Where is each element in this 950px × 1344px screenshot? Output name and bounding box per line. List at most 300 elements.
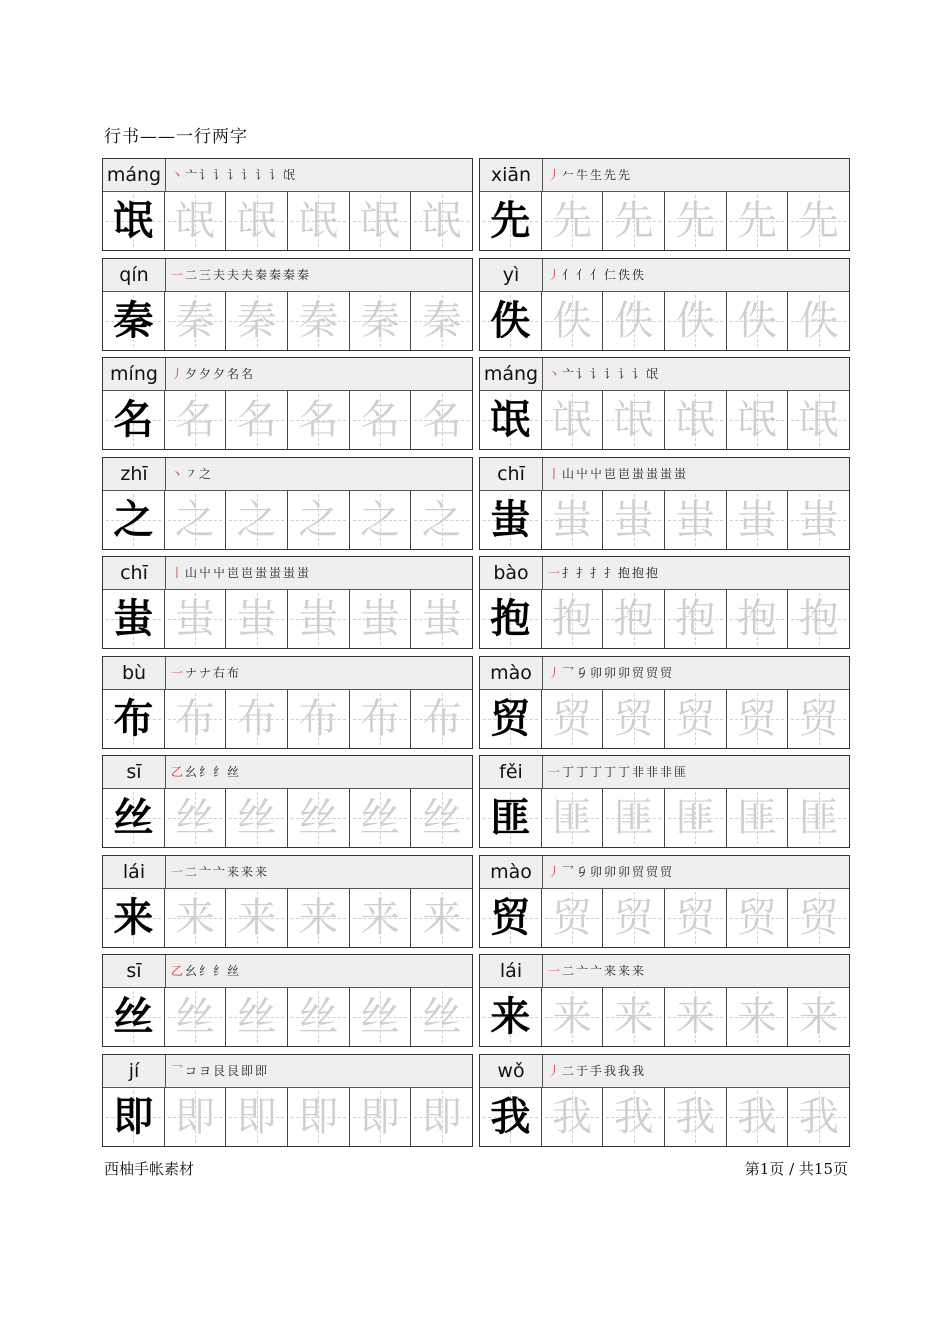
- stroke-step: 抱: [646, 566, 659, 580]
- trace-character-cell[interactable]: [727, 889, 789, 947]
- model-character-cell[interactable]: [103, 1088, 165, 1146]
- trace-character-cell[interactable]: [350, 292, 412, 350]
- stroke-step: 丁: [576, 765, 589, 779]
- trace-character: 丝: [175, 994, 215, 1040]
- trace-character-cell[interactable]: [727, 590, 789, 648]
- writing-cells: [103, 1088, 472, 1146]
- stroke-step: 蚩: [255, 566, 268, 580]
- model-character-cell[interactable]: [480, 192, 542, 250]
- trace-character-cell[interactable]: [542, 988, 604, 1046]
- trace-character-cell[interactable]: [542, 1088, 604, 1146]
- trace-character: 氓: [421, 198, 462, 244]
- trace-character-cell[interactable]: [788, 988, 849, 1046]
- trace-character-cell[interactable]: [665, 789, 727, 847]
- trace-character: 先: [552, 198, 592, 244]
- trace-character-cell[interactable]: [542, 889, 604, 947]
- character-entry: [102, 158, 473, 251]
- trace-character-cell[interactable]: [603, 391, 665, 449]
- stroke-step: 氓: [283, 168, 296, 182]
- trace-character: 即: [421, 1093, 462, 1140]
- trace-character-cell[interactable]: [411, 192, 472, 250]
- trace-character-cell[interactable]: [226, 292, 288, 350]
- trace-character-cell[interactable]: [411, 1088, 472, 1146]
- character-entry: [102, 755, 473, 848]
- pinyin-label: chī: [480, 458, 543, 490]
- practice-row: [102, 954, 850, 1048]
- trace-character-cell[interactable]: [165, 889, 227, 947]
- trace-character: 之: [421, 496, 462, 543]
- trace-character: 抱: [613, 596, 654, 642]
- stroke-step: 丝: [227, 765, 240, 779]
- model-character-cell[interactable]: [480, 690, 542, 748]
- stroke-step: 乙: [171, 765, 184, 779]
- character-entry: [479, 954, 850, 1047]
- trace-character: 先: [737, 198, 778, 244]
- model-character-cell[interactable]: [480, 889, 542, 947]
- stroke-step: 贸: [646, 864, 659, 879]
- character-entry: [479, 258, 850, 351]
- pinyin-label: yì: [480, 259, 543, 291]
- trace-character-cell[interactable]: [542, 789, 604, 847]
- trace-character-cell[interactable]: [788, 590, 849, 648]
- trace-character-cell[interactable]: [727, 789, 789, 847]
- stroke-order: [548, 458, 686, 490]
- trace-character-cell[interactable]: [350, 889, 412, 947]
- trace-character-cell[interactable]: [665, 292, 727, 350]
- stroke-step: 纟: [213, 765, 226, 779]
- trace-character: 丝: [298, 994, 339, 1040]
- pinyin-label: qín: [103, 259, 166, 291]
- model-character-cell[interactable]: [103, 590, 165, 648]
- stroke-step: 来: [227, 864, 240, 879]
- stroke-step: 氓: [646, 367, 659, 381]
- model-character-cell[interactable]: [103, 889, 165, 947]
- entry-header: [480, 955, 849, 988]
- trace-character: 先: [675, 198, 716, 244]
- trace-character-cell[interactable]: [411, 690, 472, 748]
- writing-cells: [480, 988, 849, 1046]
- model-character-cell[interactable]: [480, 789, 542, 847]
- pinyin-label: chī: [103, 557, 166, 589]
- model-character: 名: [113, 396, 154, 443]
- trace-character-cell[interactable]: [788, 391, 849, 449]
- model-character-cell[interactable]: [480, 292, 542, 350]
- stroke-step: 乛: [562, 665, 575, 680]
- trace-character-cell[interactable]: [665, 192, 727, 250]
- model-character-cell[interactable]: [103, 391, 165, 449]
- stroke-step: 夫: [241, 267, 254, 282]
- entry-header: [480, 358, 849, 391]
- stroke-step: 屮: [576, 466, 589, 481]
- trace-character: 先: [613, 198, 654, 244]
- trace-character-cell[interactable]: [665, 889, 727, 947]
- trace-character-cell[interactable]: [665, 690, 727, 748]
- model-character-cell[interactable]: [103, 988, 165, 1046]
- trace-character-cell[interactable]: [165, 192, 227, 250]
- trace-character: 抱: [552, 596, 592, 642]
- trace-character-cell[interactable]: [542, 391, 604, 449]
- stroke-step: 贸: [646, 665, 659, 680]
- trace-character: 布: [298, 695, 339, 742]
- stroke-step: 幺: [185, 964, 198, 978]
- trace-character-cell[interactable]: [411, 789, 472, 847]
- stroke-step: 一: [548, 765, 561, 779]
- model-character-cell[interactable]: [103, 192, 165, 250]
- writing-cells: [480, 690, 849, 748]
- trace-character-cell[interactable]: [411, 292, 472, 350]
- trace-character-cell[interactable]: [603, 590, 665, 648]
- trace-character: 即: [360, 1093, 401, 1140]
- trace-character-cell[interactable]: [350, 590, 412, 648]
- trace-character: 丝: [175, 795, 215, 841]
- trace-character-cell[interactable]: [727, 988, 789, 1046]
- stroke-step: 即: [255, 1063, 268, 1078]
- model-character: 丝: [113, 993, 154, 1040]
- trace-character: 先: [798, 198, 839, 244]
- trace-character-cell[interactable]: [727, 690, 789, 748]
- stroke-step: 先: [618, 168, 631, 182]
- practice-row: [102, 656, 850, 750]
- stroke-step: 纟: [199, 964, 212, 978]
- trace-character: 丝: [236, 994, 277, 1040]
- practice-row: [102, 258, 850, 352]
- trace-character-cell[interactable]: [542, 690, 604, 748]
- stroke-step: 秦: [255, 267, 268, 282]
- model-character-cell[interactable]: [480, 988, 542, 1046]
- stroke-step: 丿: [548, 665, 561, 680]
- trace-character-cell[interactable]: [665, 391, 727, 449]
- stroke-step: 蚩: [297, 566, 310, 580]
- trace-character-cell[interactable]: [350, 988, 412, 1046]
- stroke-step: 屮: [199, 566, 212, 580]
- character-entry: [102, 855, 473, 948]
- trace-character-cell[interactable]: [226, 491, 288, 549]
- entry-header: [103, 657, 472, 690]
- trace-character-cell[interactable]: [788, 1088, 849, 1146]
- trace-character: 之: [236, 496, 277, 543]
- model-character-cell[interactable]: [480, 391, 542, 449]
- trace-character: 来: [737, 994, 778, 1040]
- writing-cells: [480, 391, 849, 449]
- trace-character: 丝: [421, 795, 462, 841]
- trace-character-cell[interactable]: [350, 192, 412, 250]
- model-character-cell[interactable]: [103, 292, 165, 350]
- stroke-step: 手: [590, 1063, 603, 1078]
- stroke-step: 讠: [213, 168, 226, 182]
- stroke-step: 来: [604, 964, 617, 978]
- trace-character-cell[interactable]: [788, 789, 849, 847]
- stroke-step: 岜: [604, 466, 617, 481]
- stroke-step: 丨: [548, 466, 561, 481]
- stroke-step: 二: [562, 964, 575, 978]
- pinyin-label: mào: [480, 856, 543, 888]
- character-entry: [479, 755, 850, 848]
- model-character-cell[interactable]: [103, 491, 165, 549]
- stroke-step: 卯: [618, 665, 631, 680]
- stroke-step: 亠: [562, 367, 575, 381]
- character-entry: [102, 258, 473, 351]
- stroke-order: [171, 756, 239, 788]
- trace-character-cell[interactable]: [226, 988, 288, 1046]
- entry-header: [480, 159, 849, 192]
- trace-character: 丝: [421, 994, 462, 1040]
- trace-character-cell[interactable]: [165, 491, 227, 549]
- stroke-step: 𠂉: [562, 168, 575, 182]
- trace-character: 佚: [552, 297, 592, 344]
- trace-character-cell[interactable]: [350, 391, 412, 449]
- character-entry: [479, 556, 850, 649]
- trace-character: 抱: [675, 596, 716, 642]
- trace-character: 之: [360, 496, 401, 543]
- stroke-step: 蚩: [660, 466, 673, 481]
- trace-character-cell[interactable]: [542, 491, 604, 549]
- trace-character-cell[interactable]: [542, 292, 604, 350]
- trace-character-cell[interactable]: [542, 192, 604, 250]
- trace-character-cell[interactable]: [788, 690, 849, 748]
- stroke-step: 生: [590, 168, 603, 182]
- trace-character-cell[interactable]: [288, 889, 350, 947]
- trace-character-cell[interactable]: [727, 491, 789, 549]
- model-character-cell[interactable]: [103, 789, 165, 847]
- writing-cells: [480, 192, 849, 250]
- trace-character: 来: [175, 894, 215, 941]
- stroke-order: [548, 1055, 644, 1087]
- trace-character-cell[interactable]: [665, 491, 727, 549]
- pinyin-label: máng: [480, 358, 543, 390]
- trace-character: 佚: [675, 297, 716, 344]
- trace-character-cell[interactable]: [288, 491, 350, 549]
- model-character: 先: [490, 197, 531, 244]
- trace-character-cell[interactable]: [411, 391, 472, 449]
- trace-character: 贸: [613, 695, 654, 742]
- trace-character: 抱: [798, 596, 839, 642]
- trace-character-cell[interactable]: [788, 889, 849, 947]
- stroke-step: 讠: [590, 367, 603, 381]
- stroke-step: 之: [199, 466, 212, 481]
- stroke-step: 夕: [199, 367, 212, 381]
- writing-cells: [103, 988, 472, 1046]
- stroke-step: 卯: [604, 665, 617, 680]
- trace-character-cell[interactable]: [226, 690, 288, 748]
- model-character: 氓: [490, 396, 531, 443]
- trace-character-cell[interactable]: [226, 1088, 288, 1146]
- stroke-step: 我: [618, 1063, 631, 1078]
- trace-character-cell[interactable]: [411, 988, 472, 1046]
- trace-character: 贸: [552, 695, 592, 742]
- stroke-step: 岜: [618, 466, 631, 481]
- trace-character: 氓: [175, 198, 215, 244]
- trace-character-cell[interactable]: [603, 491, 665, 549]
- trace-character-cell[interactable]: [165, 292, 227, 350]
- entry-header: [103, 756, 472, 789]
- stroke-step: 贸: [660, 665, 673, 680]
- trace-character-cell[interactable]: [727, 292, 789, 350]
- trace-character-cell[interactable]: [288, 988, 350, 1046]
- model-character: 秦: [113, 296, 154, 344]
- trace-character-cell[interactable]: [665, 590, 727, 648]
- model-character: 之: [113, 495, 154, 543]
- trace-character: 匪: [798, 795, 839, 841]
- trace-character: 匪: [737, 795, 778, 841]
- stroke-step: 二: [185, 267, 198, 282]
- pinyin-label: sī: [103, 756, 166, 788]
- trace-character: 布: [421, 695, 462, 742]
- stroke-order: [171, 259, 309, 291]
- practice-row: [102, 357, 850, 451]
- trace-character-cell[interactable]: [665, 988, 727, 1046]
- trace-character-cell[interactable]: [288, 391, 350, 449]
- writing-cells: [480, 491, 849, 549]
- pinyin-label: xiān: [480, 159, 543, 191]
- stroke-step: 二: [562, 1063, 575, 1078]
- model-character: 佚: [490, 296, 531, 344]
- trace-character-cell[interactable]: [665, 1088, 727, 1146]
- model-character-cell[interactable]: [480, 491, 542, 549]
- stroke-step: 三: [199, 267, 212, 282]
- model-character-cell[interactable]: [103, 690, 165, 748]
- trace-character-cell[interactable]: [788, 192, 849, 250]
- trace-character-cell[interactable]: [603, 292, 665, 350]
- trace-character: 匪: [552, 795, 592, 841]
- pinyin-label: lái: [103, 856, 166, 888]
- trace-character: 秦: [175, 297, 215, 344]
- stroke-step: 亠: [213, 864, 226, 879]
- trace-character-cell[interactable]: [165, 590, 227, 648]
- stroke-order: [171, 955, 239, 987]
- stroke-step: 讠: [269, 168, 282, 182]
- entry-header: [103, 259, 472, 292]
- trace-character-cell[interactable]: [165, 988, 227, 1046]
- trace-character-cell[interactable]: [226, 391, 288, 449]
- stroke-step: 丶: [548, 367, 561, 381]
- stroke-step: 非: [632, 765, 645, 779]
- trace-character-cell[interactable]: [350, 1088, 412, 1146]
- trace-character-cell[interactable]: [288, 292, 350, 350]
- stroke-step: 蚩: [646, 466, 659, 481]
- trace-character: 布: [175, 695, 215, 742]
- trace-character-cell[interactable]: [226, 889, 288, 947]
- trace-character-cell[interactable]: [603, 192, 665, 250]
- trace-character-cell[interactable]: [288, 690, 350, 748]
- trace-character-cell[interactable]: [288, 1088, 350, 1146]
- trace-character-cell[interactable]: [603, 889, 665, 947]
- stroke-step: 纟: [213, 964, 226, 978]
- stroke-step: 丝: [227, 964, 240, 978]
- character-entry: [102, 1054, 473, 1147]
- trace-character-cell[interactable]: [603, 690, 665, 748]
- trace-character-cell[interactable]: [727, 391, 789, 449]
- trace-character: 秦: [421, 297, 462, 344]
- entry-header: [103, 557, 472, 590]
- trace-character-cell[interactable]: [350, 491, 412, 549]
- trace-character-cell[interactable]: [226, 590, 288, 648]
- trace-character: 佚: [737, 297, 778, 344]
- trace-character-cell[interactable]: [603, 1088, 665, 1146]
- trace-character: 氓: [798, 397, 839, 443]
- stroke-step: 蚩: [283, 566, 296, 580]
- trace-character-cell[interactable]: [603, 789, 665, 847]
- pinyin-label: zhī: [103, 458, 166, 490]
- stroke-step: 丿: [548, 168, 561, 182]
- trace-character-cell[interactable]: [603, 988, 665, 1046]
- stroke-step: 讠: [255, 168, 268, 182]
- model-character: 氓: [113, 197, 154, 244]
- entry-header: [103, 1055, 472, 1088]
- trace-character-cell[interactable]: [165, 1088, 227, 1146]
- stroke-step: 先: [604, 168, 617, 182]
- trace-character: 氓: [360, 198, 401, 244]
- trace-character: 贸: [798, 894, 839, 941]
- trace-character-cell[interactable]: [411, 590, 472, 648]
- trace-character-cell[interactable]: [788, 491, 849, 549]
- stroke-step: 贸: [632, 665, 645, 680]
- trace-character-cell[interactable]: [288, 590, 350, 648]
- stroke-step: 屮: [590, 466, 603, 481]
- trace-character: 我: [552, 1093, 592, 1140]
- trace-character: 来: [360, 894, 401, 941]
- trace-character-cell[interactable]: [411, 491, 472, 549]
- stroke-step: 亠: [199, 864, 212, 879]
- trace-character: 名: [298, 397, 339, 443]
- trace-character-cell[interactable]: [226, 789, 288, 847]
- character-entry: [102, 457, 473, 550]
- stroke-order: [548, 259, 644, 291]
- stroke-step: 名: [227, 367, 240, 381]
- character-entry: [102, 556, 473, 649]
- trace-character-cell[interactable]: [350, 789, 412, 847]
- trace-character-cell[interactable]: [727, 192, 789, 250]
- stroke-step: ㇇: [185, 466, 198, 481]
- trace-character-cell[interactable]: [411, 889, 472, 947]
- stroke-step: 夫: [213, 267, 226, 282]
- trace-character: 我: [613, 1093, 654, 1140]
- trace-character-cell[interactable]: [288, 192, 350, 250]
- writing-cells: [103, 590, 472, 648]
- trace-character: 我: [737, 1093, 778, 1140]
- trace-character-cell[interactable]: [788, 292, 849, 350]
- stroke-step: ナ: [199, 665, 212, 680]
- trace-character-cell[interactable]: [226, 192, 288, 250]
- stroke-step: 讠: [618, 367, 631, 381]
- stroke-step: 亠: [185, 168, 198, 182]
- pinyin-label: bù: [103, 657, 166, 689]
- trace-character-cell[interactable]: [727, 1088, 789, 1146]
- stroke-step: 讠: [604, 367, 617, 381]
- stroke-step: 岜: [241, 566, 254, 580]
- trace-character-cell[interactable]: [165, 789, 227, 847]
- writing-cells: [480, 590, 849, 648]
- stroke-step: 山: [185, 566, 198, 580]
- model-character-cell[interactable]: [480, 1088, 542, 1146]
- trace-character-cell[interactable]: [165, 391, 227, 449]
- trace-character-cell[interactable]: [350, 690, 412, 748]
- trace-character-cell[interactable]: [165, 690, 227, 748]
- stroke-step: 卯: [618, 864, 631, 879]
- trace-character: 蚩: [421, 596, 462, 642]
- stroke-step: 抱: [618, 566, 631, 580]
- stroke-step: コ: [185, 1063, 198, 1078]
- stroke-step: 亠: [590, 964, 603, 978]
- entry-header: [103, 955, 472, 988]
- trace-character: 贸: [613, 894, 654, 941]
- stroke-step: 非: [646, 765, 659, 779]
- stroke-step: 夕: [185, 367, 198, 381]
- model-character-cell[interactable]: [480, 590, 542, 648]
- trace-character-cell[interactable]: [288, 789, 350, 847]
- pinyin-label: fěi: [480, 756, 543, 788]
- practice-row: [102, 457, 850, 551]
- trace-character-cell[interactable]: [542, 590, 604, 648]
